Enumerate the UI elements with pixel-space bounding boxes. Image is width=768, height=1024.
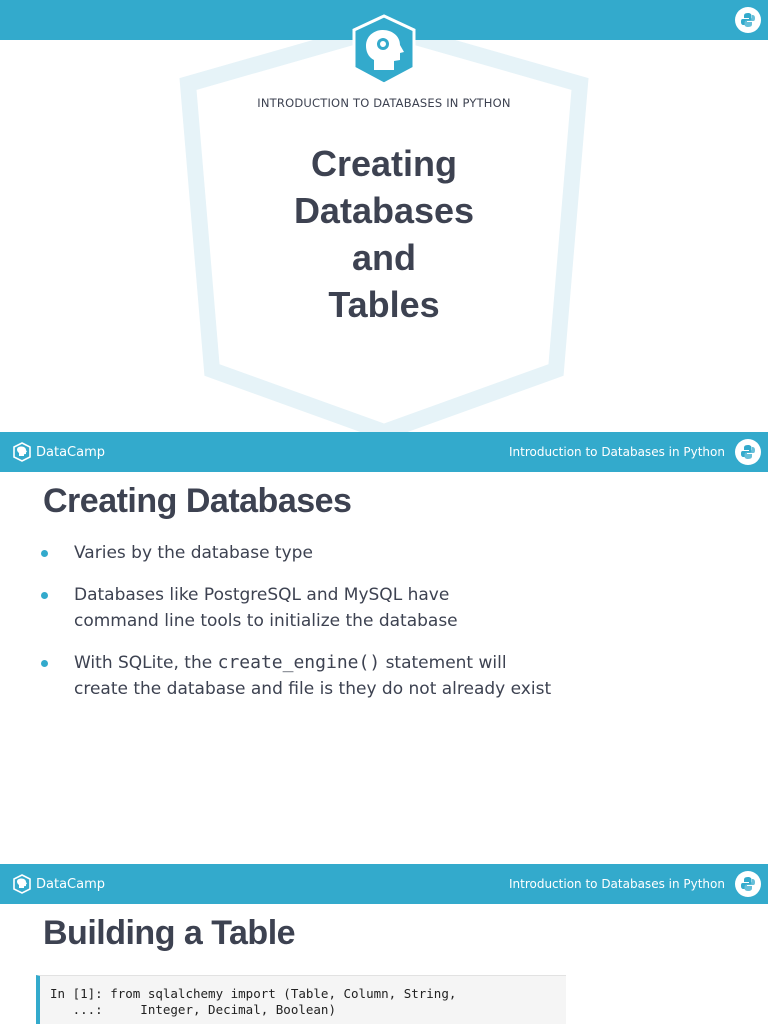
header-bar <box>0 864 768 904</box>
brain-head-icon <box>350 14 418 86</box>
course-subtitle: INTRODUCTION TO DATABASES IN PYTHON <box>257 96 511 110</box>
list-item <box>40 582 580 634</box>
datacamp-logo-text: DataCamp <box>36 444 105 460</box>
building-table-slide <box>0 864 768 1024</box>
datacamp-logo <box>12 874 105 894</box>
bullet-dot <box>41 660 48 667</box>
title-line: Databases <box>293 190 475 231</box>
bullet-dot <box>41 592 48 599</box>
bullet-list <box>40 540 580 718</box>
creating-databases-slide <box>0 432 768 864</box>
code-line: ...: Integer, Decimal, Boolean) <box>50 1002 336 1017</box>
bullet-text: statement will <box>380 653 507 673</box>
datacamp-logo <box>12 442 105 462</box>
bullet-text: command line tools to initialize the database <box>74 611 458 631</box>
title-line: Tables <box>328 284 440 325</box>
course-name: Introduction to Databases in Python <box>508 877 725 891</box>
header-bar <box>0 432 768 472</box>
inline-code: create_engine() <box>217 652 381 673</box>
bullet-text: Databases like PostgreSQL and MySQL have <box>74 585 450 605</box>
bullet-text: create the database and file is they do not already exist <box>74 679 552 699</box>
python-logo-icon <box>735 871 761 897</box>
header-right <box>509 439 768 465</box>
slide-main-title <box>0 140 768 328</box>
code-line: In [1]: from sqlalchemy import (Table, Column, String, <box>50 986 457 1001</box>
list-item <box>40 650 580 702</box>
datacamp-logo-text: DataCamp <box>36 876 105 892</box>
bullet-text: With SQLite, the <box>74 653 218 673</box>
title-slide <box>0 0 768 432</box>
bullet-dot <box>41 550 48 557</box>
title-line: Creating <box>310 143 458 184</box>
course-name: Introduction to Databases in Python <box>508 445 725 459</box>
python-logo-icon <box>735 439 761 465</box>
list-item <box>40 540 580 566</box>
slide-title: Creating Databases <box>43 482 352 520</box>
python-logo-icon <box>735 7 761 33</box>
datacamp-logo-icon <box>12 442 32 462</box>
title-line: and <box>351 237 416 278</box>
slide-title: Building a Table <box>43 914 296 952</box>
header-right <box>509 871 768 897</box>
code-block <box>36 975 566 1024</box>
datacamp-logo-icon <box>12 874 32 894</box>
bullet-text: Varies by the database type <box>74 543 313 563</box>
